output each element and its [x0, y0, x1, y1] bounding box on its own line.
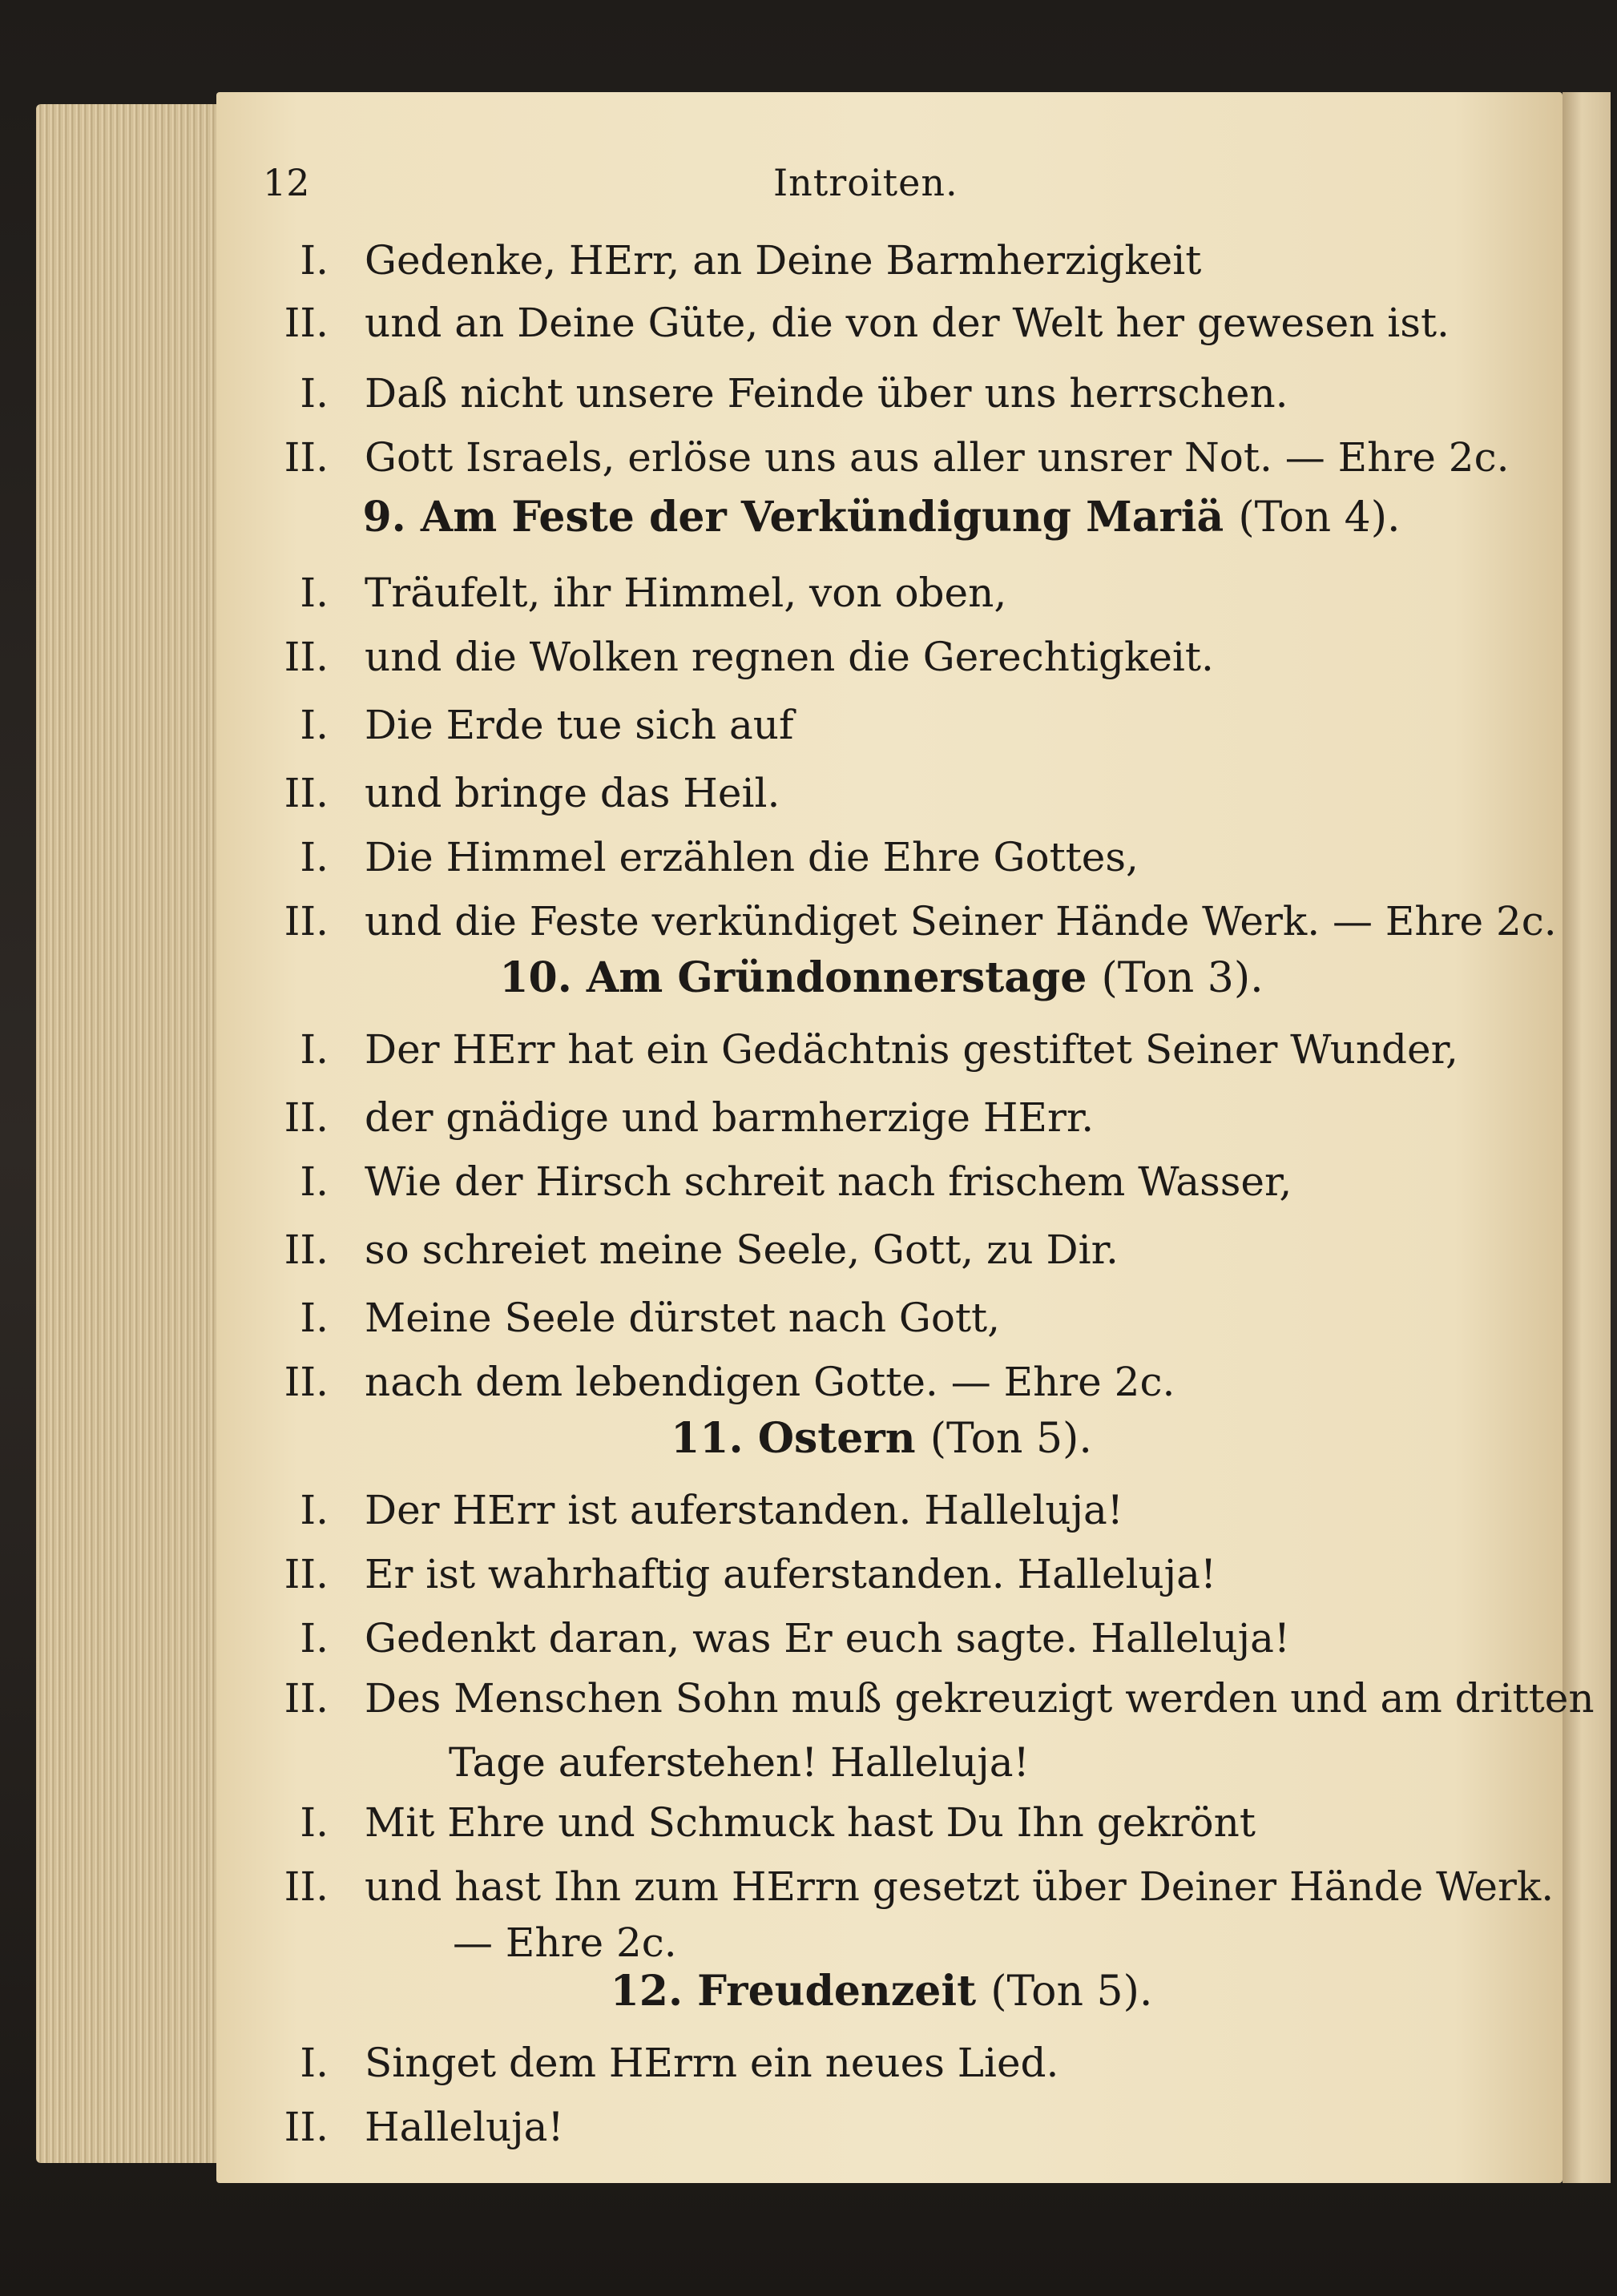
section-heading [216, 953, 1546, 1002]
verse-text: Halleluja! [365, 2104, 564, 2150]
verse-text: Wie der Hirsch schreit nach frischem Wasser, [365, 1158, 1292, 1205]
verse-number: II. [284, 1551, 329, 1597]
verse-number: I. [300, 1799, 329, 1846]
verse-text: Tage auferstehen! Halleluja! [449, 1739, 1030, 1786]
verse-number: II. [284, 770, 329, 816]
verse-line [0, 1610, 1571, 1666]
verse-line [0, 1482, 1571, 1538]
verse-text: und bringe das Heil. [365, 770, 780, 816]
verse-text: Des Menschen Sohn muß gekreuzigt werden und am dritten [365, 1675, 1595, 1722]
verse-text: Gedenkt daran, was Er euch sagte. Halleluja! [365, 1615, 1291, 1662]
verse-line [0, 232, 1571, 288]
verse-line [0, 365, 1571, 421]
verse-number: I. [300, 2040, 329, 2086]
verse-text: Der HErr hat ein Gedächtnis gestiftet Seiner Wunder, [365, 1026, 1458, 1073]
verse-line [0, 629, 1571, 685]
verse-line [0, 1546, 1571, 1602]
verse-number: I. [300, 370, 329, 417]
verse-text: Mit Ehre und Schmuck hast Du Ihn gekrönt [365, 1799, 1256, 1846]
verse-line [0, 1290, 1571, 1346]
verse-line [0, 429, 1571, 485]
verse-number: II. [284, 898, 329, 945]
verse-line [0, 1354, 1571, 1410]
verse-line [0, 697, 1571, 753]
verse-number: I. [300, 1615, 329, 1662]
verse-line [0, 1795, 1571, 1851]
verse-number: I. [300, 1295, 329, 1341]
verse-line [0, 893, 1571, 949]
section-tone: (Ton 3). [1101, 954, 1264, 1002]
verse-text: Der HErr ist auferstanden. Halleluja! [365, 1487, 1123, 1533]
verse-line [0, 1090, 1571, 1146]
verse-line [0, 1670, 1595, 1726]
section-title: 9. Am Feste der Verkündigung Mariä [362, 493, 1224, 542]
section-heading [216, 493, 1546, 542]
verse-number: II. [284, 300, 329, 346]
verse-line-continuation [0, 1734, 1571, 1790]
verse-text: so schreiet meine Seele, Gott, zu Dir. [365, 1227, 1119, 1273]
section-heading [216, 1967, 1546, 2016]
verse-line-continuation [0, 1915, 1571, 1971]
verse-line [0, 765, 1571, 821]
verse-text: und an Deine Güte, die von der Welt her gewesen ist. [365, 300, 1450, 346]
verse-text: Gedenke, HErr, an Deine Barmherzigkeit [365, 237, 1202, 284]
verse-number: II. [284, 1094, 329, 1141]
verse-number: II. [284, 1863, 329, 1910]
verse-line [0, 1154, 1571, 1210]
verse-text: und hast Ihn zum HErrn gesetzt über Deiner Hände Werk. [365, 1863, 1554, 1910]
section-tone: (Ton 5). [990, 1968, 1153, 2016]
verse-line [0, 2099, 1571, 2155]
section-tone: (Ton 4). [1238, 493, 1401, 542]
verse-text: Gott Israels, erlöse uns aus aller unsrer Not. — Ehre 2c. [365, 434, 1510, 481]
verse-number: I. [300, 834, 329, 880]
verse-text: — Ehre 2c. [453, 1919, 677, 1966]
verse-text: und die Feste verkündiget Seiner Hände Werk. — Ehre 2c. [365, 898, 1557, 945]
verse-number: I. [300, 237, 329, 284]
verse-number: I. [300, 702, 329, 748]
section-title: 12. Freudenzeit [610, 1967, 977, 2016]
verse-text: der gnädige und barmherzige HErr. [365, 1094, 1095, 1141]
verse-text: nach dem lebendigen Gotte. — Ehre 2c. [365, 1359, 1175, 1405]
section-title: 10. Am Gründonnerstage [499, 953, 1087, 1002]
verse-number: II. [284, 2104, 329, 2150]
verse-text: Träufelt, ihr Himmel, von oben, [365, 570, 1007, 616]
verse-text: Daß nicht unsere Feinde über uns herrschen. [365, 370, 1288, 417]
verse-number: II. [284, 1675, 329, 1722]
verse-number: I. [300, 570, 329, 616]
section-tone: (Ton 5). [929, 1415, 1092, 1463]
verse-text: Singet dem HErrn ein neues Lied. [365, 2040, 1059, 2086]
verse-line [0, 2035, 1571, 2091]
section-heading [216, 1414, 1546, 1463]
verse-line [0, 565, 1571, 621]
verse-number: I. [300, 1026, 329, 1073]
verse-line [0, 829, 1571, 885]
running-head: Introiten. [773, 161, 958, 204]
verse-line [0, 1222, 1571, 1278]
verse-line [0, 1859, 1571, 1915]
verse-text: Meine Seele dürstet nach Gott, [365, 1295, 1001, 1341]
page-number: 12 [263, 161, 310, 204]
verse-number: II. [284, 434, 329, 481]
verse-text: Er ist wahrhaftig auferstanden. Halleluja! [365, 1551, 1217, 1597]
verse-number: I. [300, 1158, 329, 1205]
verse-number: II. [284, 1359, 329, 1405]
verse-number: II. [284, 1227, 329, 1273]
verse-text: Die Himmel erzählen die Ehre Gottes, [365, 834, 1139, 880]
verse-text: und die Wolken regnen die Gerechtigkeit. [365, 634, 1214, 680]
verse-text: Die Erde tue sich auf [365, 702, 794, 748]
verse-number: I. [300, 1487, 329, 1533]
verse-number: II. [284, 634, 329, 680]
verse-line [0, 1021, 1571, 1078]
section-title: 11. Ostern [671, 1414, 916, 1463]
verse-line [0, 295, 1571, 351]
